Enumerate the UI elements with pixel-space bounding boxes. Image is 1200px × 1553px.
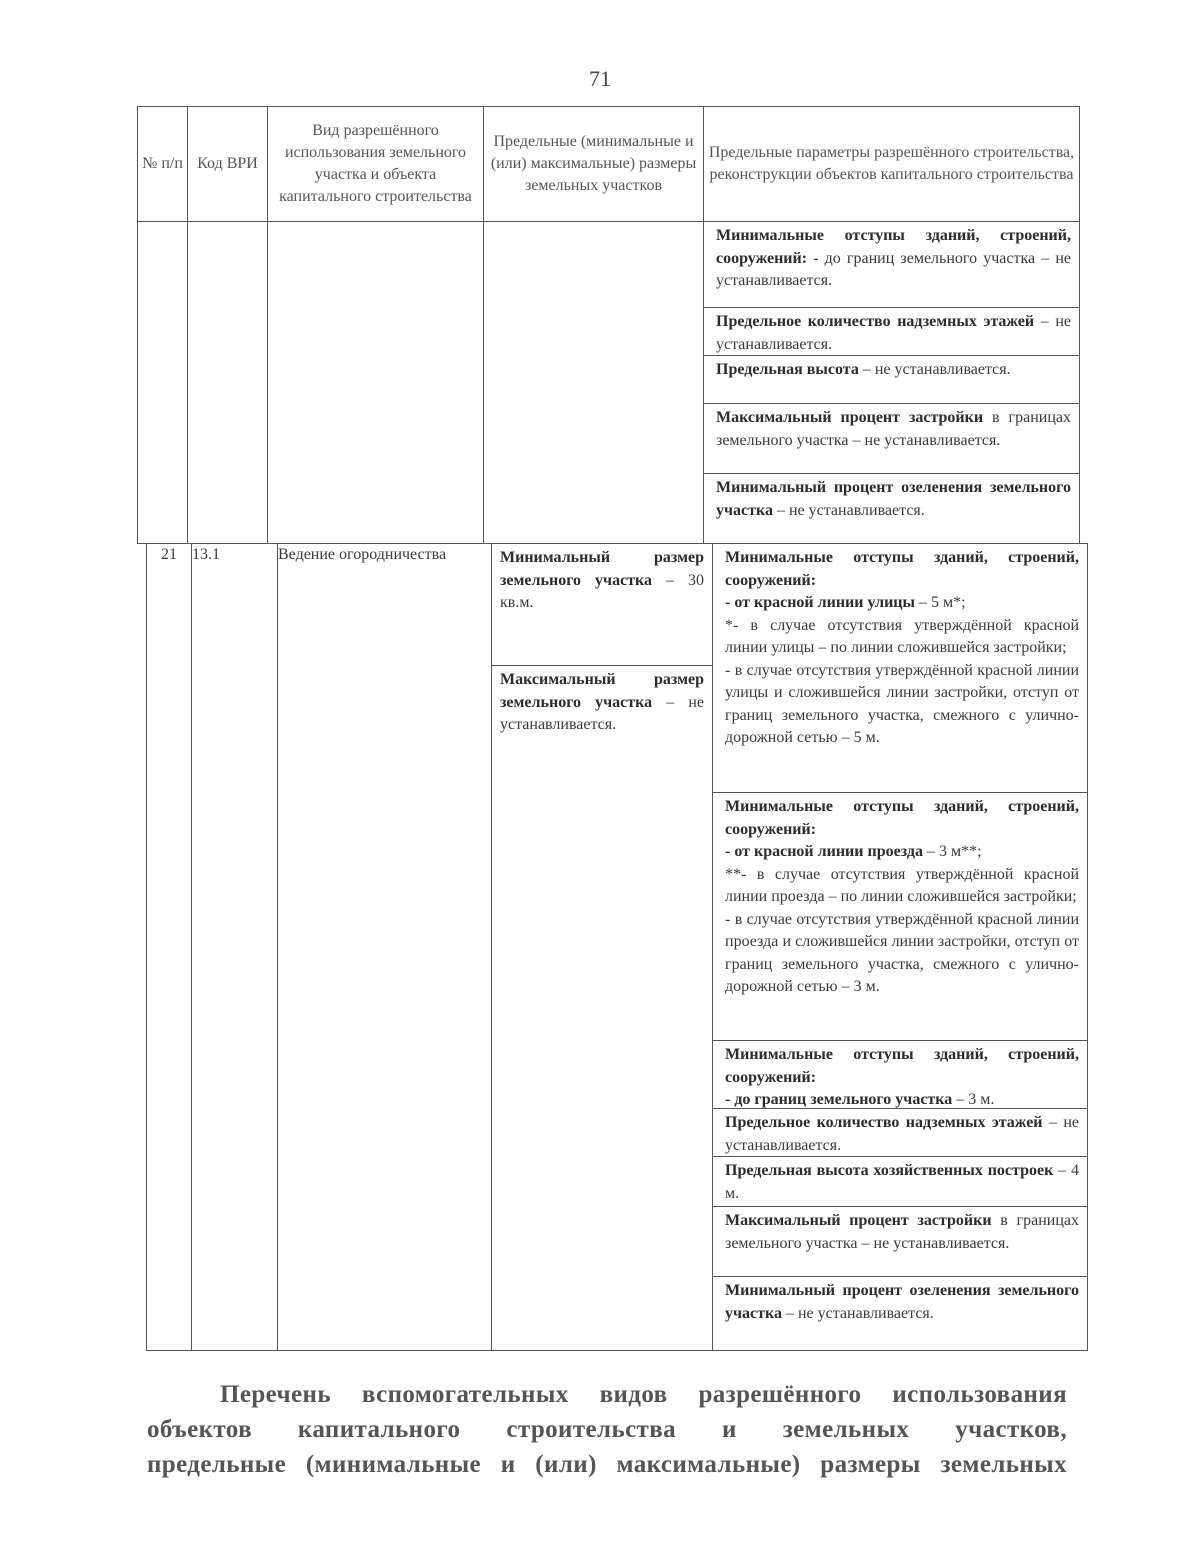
regulations-table-lower [146,543,1088,1351]
header-params: Предельные параметры разрешённого строительства, реконструкции объектов капитального строительства [704,107,1080,222]
param-block: Минимальный процент озеленения земельного участка – не устанавливается. [725,1282,1079,1322]
param-block: Минимальные отступы зданий, строений, сооружений: - до границ земельного участка – 3 м. [713,1041,1087,1109]
table-header-row [138,107,1080,222]
param-block: Максимальный процент застройки в границах земельного участка – не устанавливается. [704,404,1079,474]
section-heading [147,1377,1067,1482]
min-size-block: Минимальный размер земельного участка – 30 кв.м. [492,544,712,666]
param-block: Предельная высота – не устанавливается. [704,356,1079,404]
header-num: № п/п [138,107,188,222]
cell-vri-code: 13.1 [192,544,278,1351]
param-block: Предельное количество надземных этажей – не устанавливается. [704,308,1079,356]
cell-num-empty [138,222,188,544]
header-code: Код ВРИ [188,107,268,222]
cell-type-empty [268,222,484,544]
param-block: Предельная высота хозяйственных построек – 4 м. [713,1157,1087,1207]
heading-line: объектов капитального строительства и земельных участков, [147,1416,1067,1443]
table-row-21 [147,544,1088,1351]
param-block: Минимальный процент озеленения земельного участка – не устанавливается. [716,479,1071,519]
table-row-continuation [138,222,1080,544]
page-number: 71 [589,66,611,91]
header-type: Вид разрешённого использования земельного участка и объекта капитального строительства [268,107,484,222]
max-size-block: Максимальный размер земельного участка – не устанавливается. [500,671,704,733]
param-block: Максимальный процент застройки в границах земельного участка – не устанавливается. [713,1207,1087,1277]
regulations-table-upper [137,106,1080,544]
param-block: Предельное количество надземных этажей – не устанавливается. [713,1109,1087,1157]
param-block: Минимальные отступы зданий, строений, сооружений: - от красной линии улицы – 5 м*; *- в случае отсутствия утверждённой красной линии улицы – по линии сложившейся застройки; - в случае отсутствия утверждённой красной линии улицы и сложившейся линии застройки, отступ от границ земельного участка, смежного с улично-дорожной сетью – 5 м. [713,544,1087,793]
heading-line: Перечень вспомогательных видов разрешённого использования [220,1381,1067,1408]
cell-code-empty [188,222,268,544]
param-block: Минимальные отступы зданий, строений, сооружений: - до границ земельного участка – не устанавливается. [704,222,1079,308]
cell-row-number: 21 [147,544,192,1351]
header-size: Предельные (минимальные и (или) максимальные) размеры земельных участков [484,107,704,222]
cell-use-type: Ведение огородничества [278,544,492,1351]
param-block: Минимальные отступы зданий, строений, сооружений: - от красной линии проезда – 3 м**; **- в случае отсутствия утверждённой красной линии проезда – по линии сложившейся застройки; - в случае отсутствия утверждённой красной линии проезда и сложившейся линии застройки, отступ от границ земельного участка, смежного с улично-дорожной сетью – 3 м. [713,793,1087,1041]
heading-line: предельные (минимальные и (или) максимальные) размеры земельных [147,1451,1067,1478]
cell-size-empty [484,222,704,544]
